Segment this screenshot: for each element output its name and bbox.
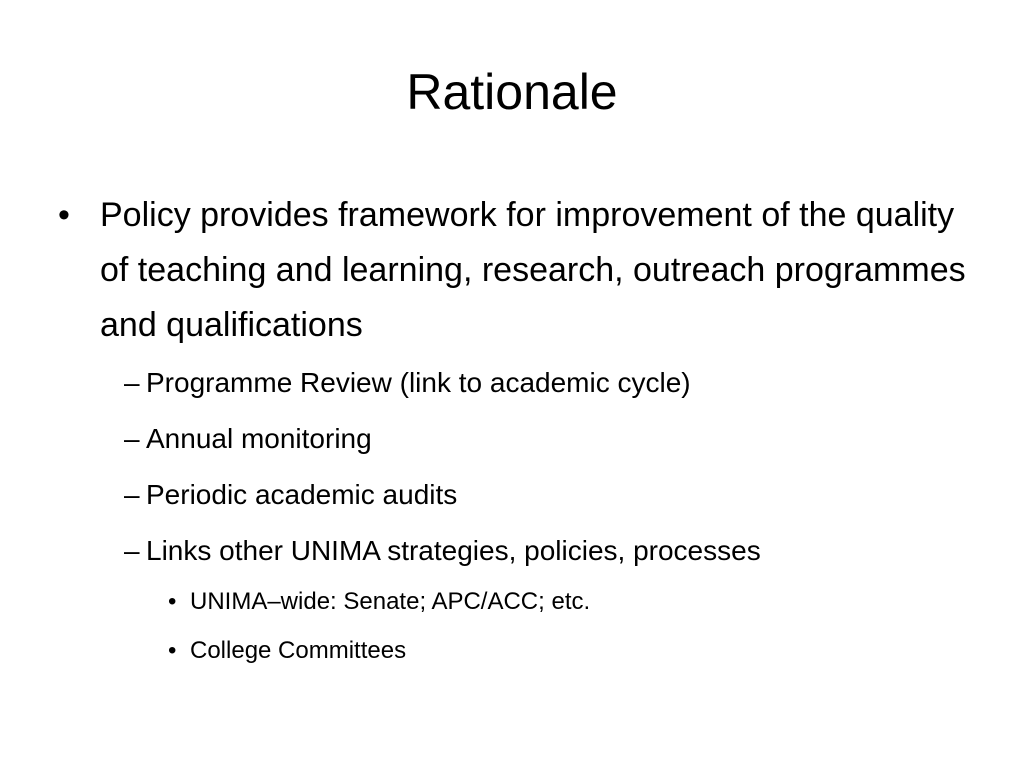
dash-icon: –: [124, 423, 140, 454]
sub-point-text: Links other UNIMA strategies, policies, processes: [146, 535, 761, 566]
main-bullet-text: Policy provides framework for improvement of the quality of teaching and learning, research, outreach programmes and qualifications: [100, 196, 966, 344]
sub-point-unima-links: [58, 523, 978, 579]
sub-point-text: Periodic academic audits: [146, 479, 458, 510]
sub-sub-point-text: UNIMA–wide: Senate; APC/ACC; etc.: [190, 588, 591, 615]
sub-point-programme-review: [58, 355, 978, 411]
slide-body: [58, 188, 978, 675]
sub-point-list: [58, 355, 978, 675]
sub-sub-point-college-committees: [58, 626, 978, 675]
sub-point-text: Annual monitoring: [146, 423, 372, 454]
bullet-icon: •: [168, 637, 177, 664]
dash-icon: –: [124, 367, 140, 398]
bullet-icon: •: [168, 588, 177, 615]
slide-title: Rationale: [406, 64, 618, 120]
dash-icon: –: [124, 479, 140, 510]
sub-sub-point-text: College Committees: [190, 637, 407, 664]
bullet-icon: •: [58, 196, 70, 234]
dash-icon: –: [124, 535, 140, 566]
sub-point-periodic-audits: [58, 467, 978, 523]
sub-sub-point-unima-wide: [58, 577, 978, 626]
sub-point-text: Programme Review (link to academic cycle): [146, 367, 691, 398]
main-bullet-point: [58, 188, 978, 353]
sub-point-annual-monitoring: [58, 411, 978, 467]
